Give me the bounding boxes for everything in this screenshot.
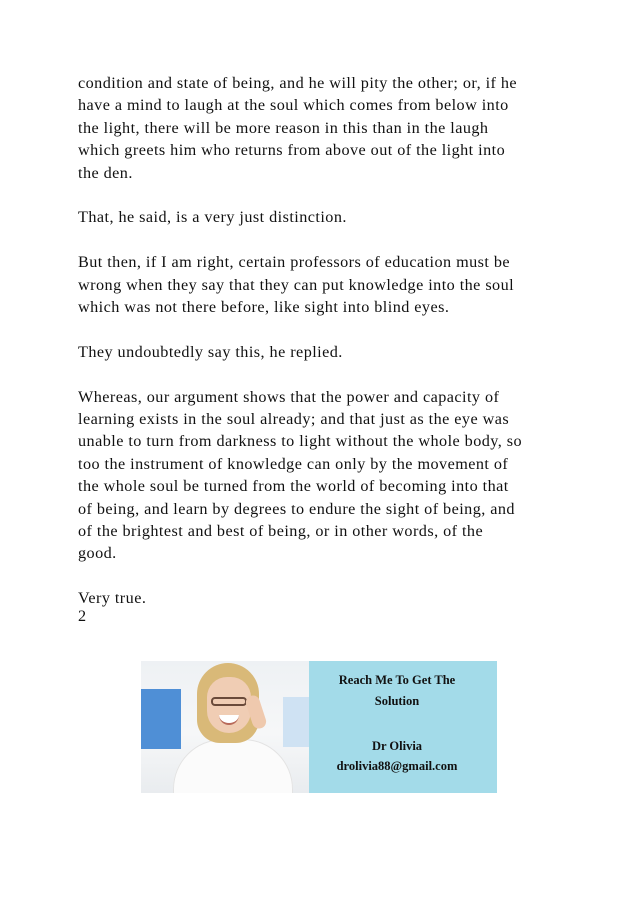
paragraph-3: But then, if I am right, certain professors of education must be wrong when they say that they can put knowledge into the soul which was not there before, like sight into blind eyes. [78,253,515,317]
contact-name: Dr Olivia [371,739,423,753]
contact-banner [141,661,497,793]
paragraph-6: Very true. [78,589,147,608]
contact-panel [309,661,497,793]
paragraph-5: Whereas, our argument shows that the power and capacity of learning exists in the soul already; and that just as the eye was unable to turn from darkness to light without the whole body, so too the instrument of knowledge can only by the movement of the whole soul be turned from the world of becoming into that of being, and learn by degrees to endure the sight of being, and of the brightest and best of being, or in other words, of the good. [78,387,523,563]
banner-headline-2: Solution [374,694,420,708]
contact-email: drolivia88@gmail.com [336,759,458,773]
paragraph-2: That, he said, is a very just distinction. [78,208,347,227]
woman-photo [141,661,309,793]
page-number: 2 [78,607,87,625]
banner-headline: Reach Me To Get The [338,673,456,687]
body-text [78,72,568,632]
paragraph-1: condition and state of being, and he will pity the other; or, if he have a mind to laugh at the soul which comes from below into the light, there will be more reason in this than in the laugh which greets him who returns from above out of the light into the den. [78,74,518,182]
paragraph-4: They undoubtedly say this, he replied. [78,342,343,361]
